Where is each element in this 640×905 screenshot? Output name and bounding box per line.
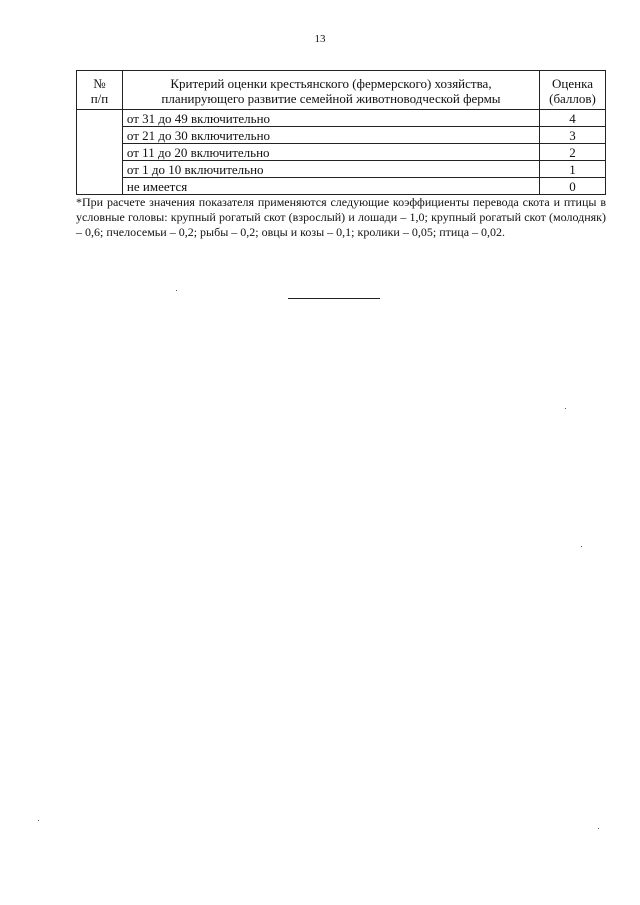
table-row: [77, 127, 606, 144]
footnote: *При расчете значения показателя применяются следующие коэффициенты перевода скота и птицы в условные головы: крупный рогатый скот (взрослый) и лошади – 1,0; крупный рогатый скот (молодняк) – 0,6; пчелосемьи – 0,2; рыбы – 0,2; овцы и козы – 0,1; кролики – 0,05; птица – 0,02.: [76, 195, 606, 239]
row-criterion: от 21 до 30 включительно: [122, 127, 539, 144]
page-number: 13: [314, 33, 326, 45]
header-num: № п/п: [77, 71, 123, 110]
row-score: 2: [540, 144, 606, 161]
scan-speck: [38, 820, 39, 821]
row-criterion: от 1 до 10 включительно: [122, 161, 539, 178]
table-row: [77, 161, 606, 178]
table-row: [77, 110, 606, 127]
scan-speck: [565, 408, 566, 409]
header-criterion: Критерий оценки крестьянского (фермерского) хозяйства, планирующего развитие семейной животноводческой фермы: [122, 71, 539, 110]
table-row: [77, 178, 606, 195]
row-score: 0: [540, 178, 606, 195]
scan-speck: [581, 546, 582, 547]
header-score: Оценка (баллов): [540, 71, 606, 110]
table-row: [77, 144, 606, 161]
row-score: 1: [540, 161, 606, 178]
criteria-table: [76, 70, 606, 195]
end-divider: [288, 298, 380, 299]
scan-speck: [598, 828, 599, 829]
table-header-row: [77, 71, 606, 110]
row-criterion: от 11 до 20 включительно: [122, 144, 539, 161]
row-score: 3: [540, 127, 606, 144]
row-criterion: не имеется: [122, 178, 539, 195]
row-criterion: от 31 до 49 включительно: [122, 110, 539, 127]
scan-speck: [176, 290, 177, 291]
row-score: 4: [540, 110, 606, 127]
merged-num-cell: [77, 110, 123, 195]
